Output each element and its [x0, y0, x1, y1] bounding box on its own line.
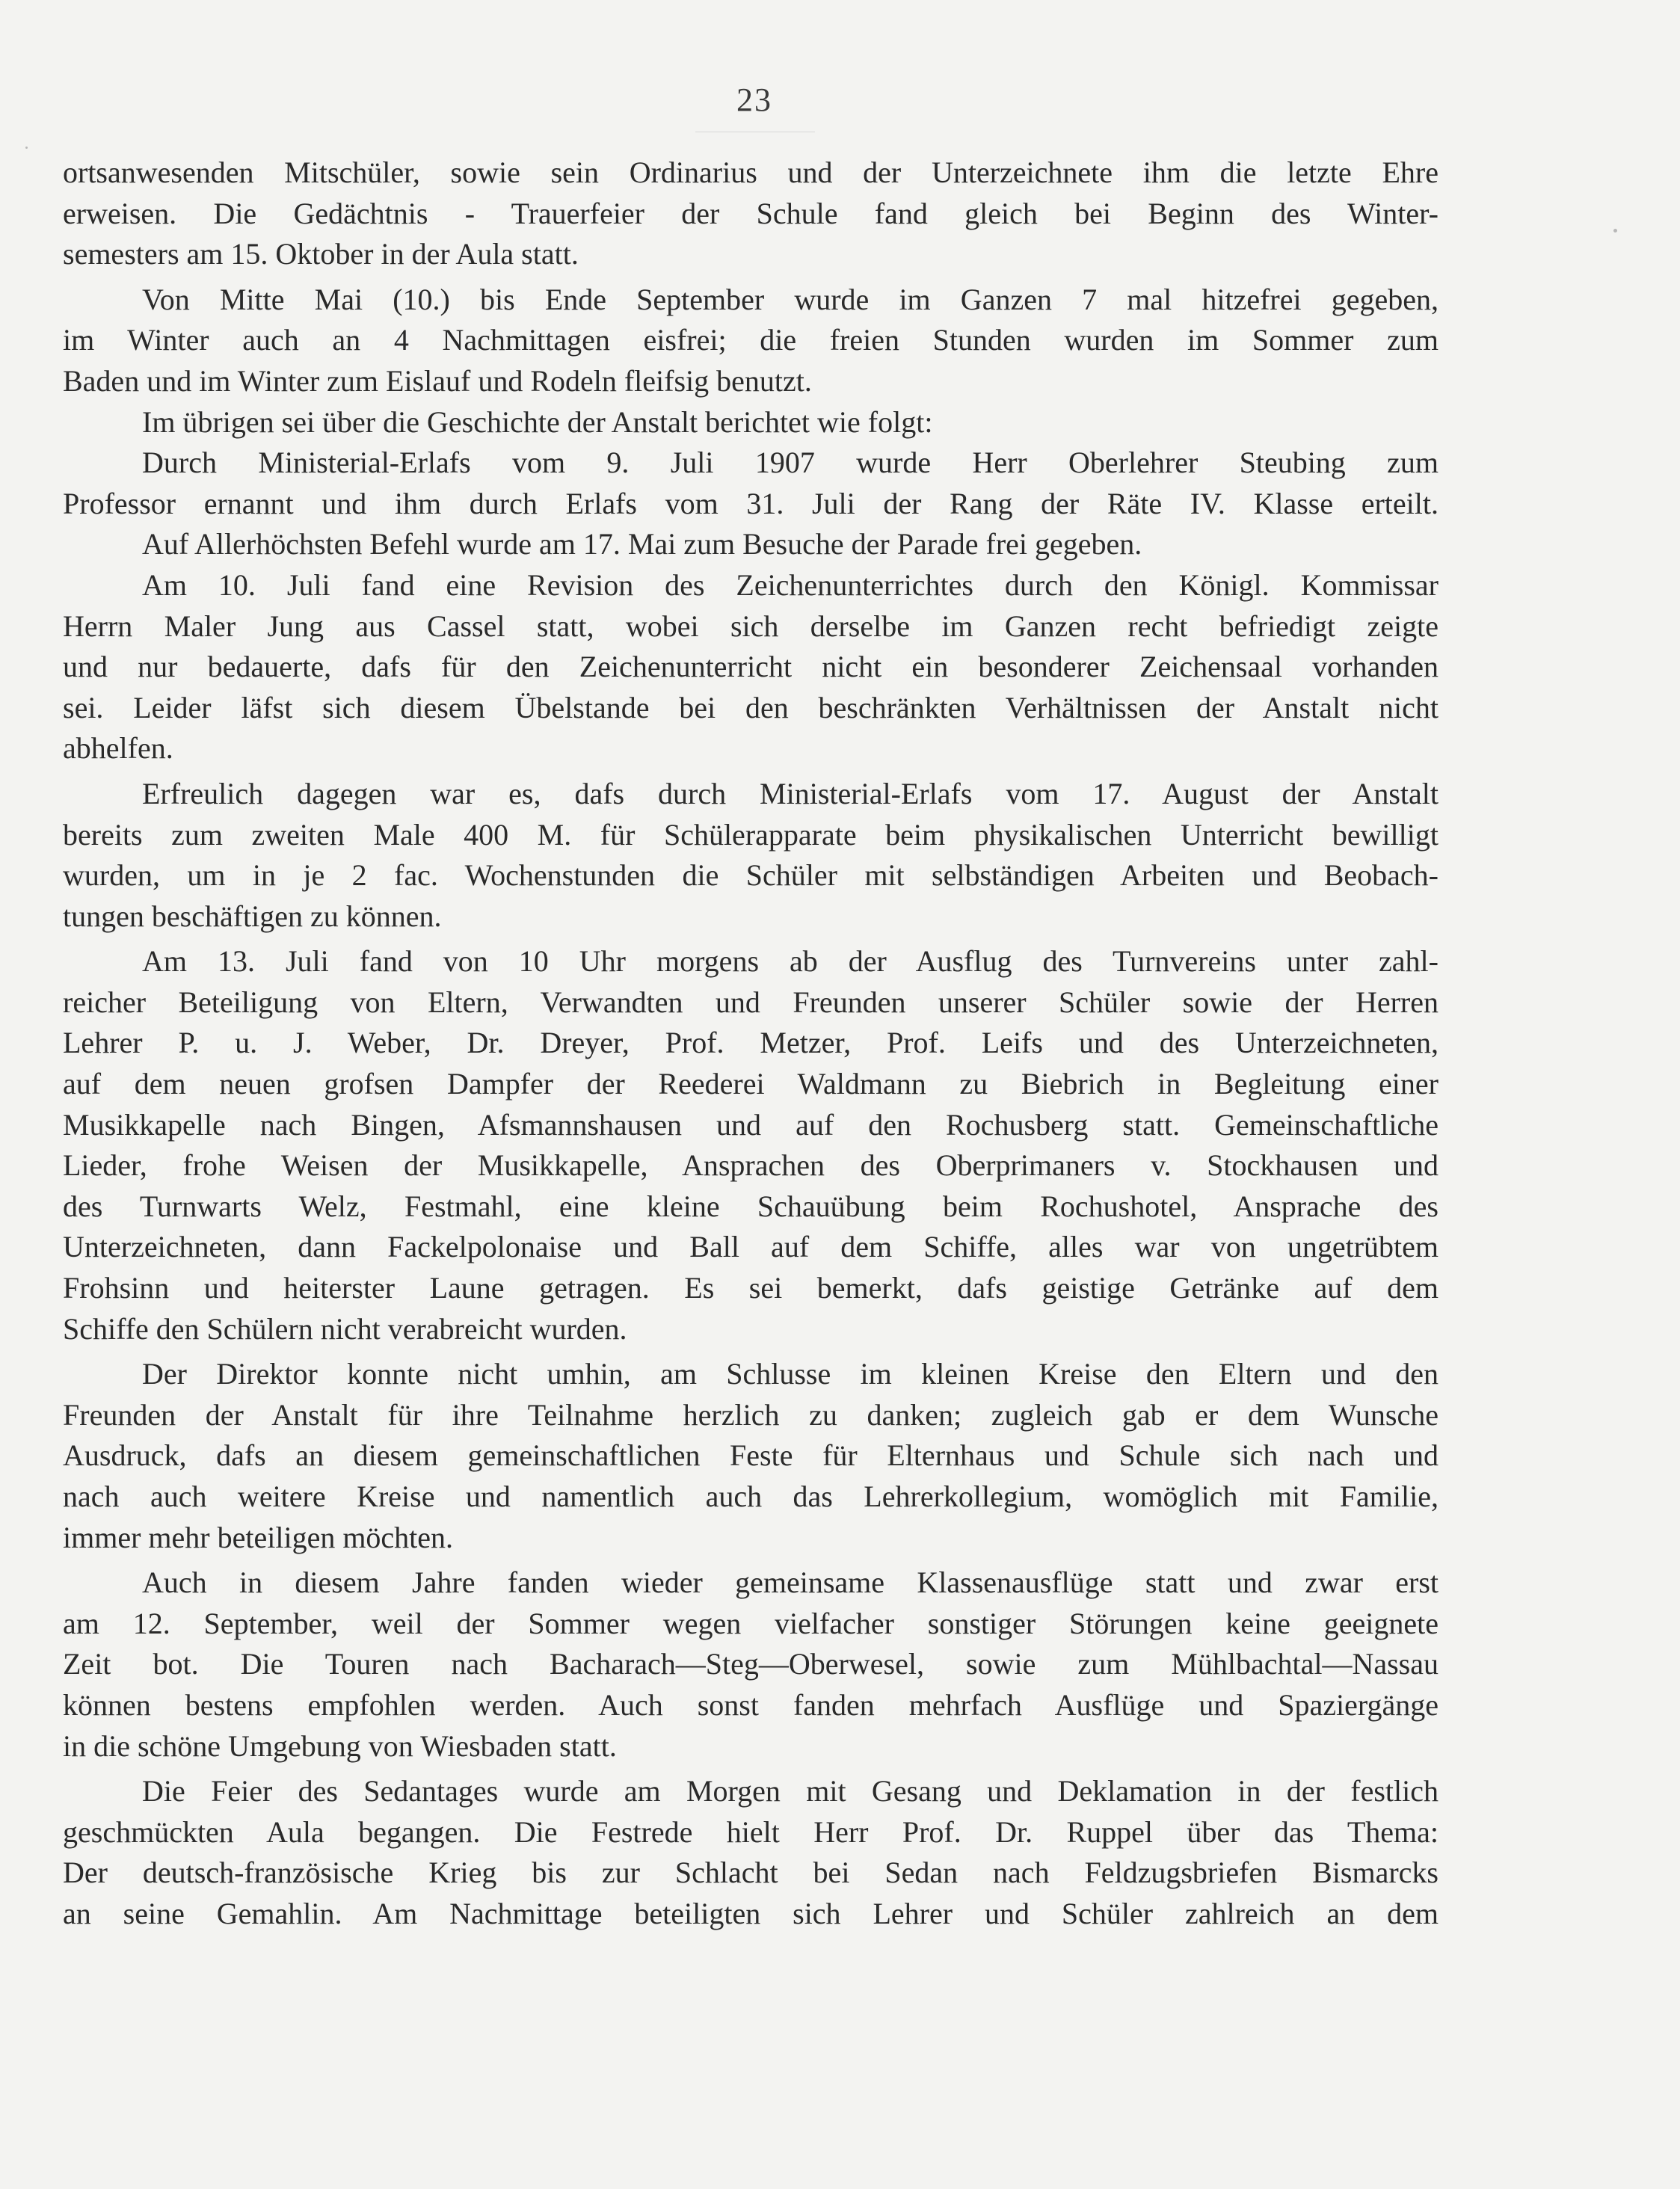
text-line: Auch in diesem Jahre fanden wieder gemeinsame Klassenausflüge statt und zwar erst [142, 1565, 1439, 1600]
text-line: Im übrigen sei über die Geschichte der Anstalt berichtet wie folgt: [142, 404, 933, 439]
paragraph-3 [63, 402, 1439, 443]
text-line: Unterzeichneten, dann Fackelpolonaise und Ball auf dem Schiffe, alles war von ungetrübtem [63, 1230, 1439, 1264]
text-line: können bestens empfohlen werden. Auch sonst fanden mehrfach Ausflüge und Spaziergänge [63, 1687, 1439, 1722]
paragraph-6 [63, 565, 1439, 769]
text-line: Zeit bot. Die Touren nach Bacharach—Steg—Oberwesel, sowie zum Mühlbachtal—Nassau [63, 1647, 1439, 1681]
paragraph-10 [63, 1563, 1439, 1767]
text-line: Lehrer P. u. J. Weber, Dr. Dreyer, Prof. Metzer, Prof. Leifs und des Unterzeichneten, [63, 1026, 1439, 1060]
text-line: nach auch weitere Kreise und namentlich auch das Lehrerkollegium, womöglich mit Familie, [63, 1480, 1439, 1513]
text-line: erweisen. Die Gedächtnis - Trauerfeier der Schule fand gleich bei Beginn des Winter- [63, 196, 1439, 230]
text-line: Ausdruck, dafs an diesem gemeinschaftlichen Feste für Elternhaus und Schule sich nach und [63, 1438, 1439, 1473]
text-line: Von Mitte Mai (10.) bis Ende September wurde im Ganzen 7 mal hitzefrei gegeben, [142, 282, 1439, 316]
text-line: Baden und im Winter zum Eislauf und Rodeln fleifsig benutzt. [63, 363, 812, 398]
text-line: und nur bedauerte, dafs für den Zeichenunterricht nicht ein besonderer Zeichensaal vorhanden [63, 650, 1439, 684]
text-line: des Turnwarts Welz, Festmahl, eine kleine Schauübung beim Rochushotel, Ansprache des [63, 1189, 1439, 1223]
text-line: bereits zum zweiten Male 400 M. für Schülerapparate beim physikalischen Unterricht bewilligt [63, 817, 1439, 852]
text-line: ortsanwesenden Mitschüler, sowie sein Ordinarius und der Unterzeichnete ihm die letzte Ehre [63, 156, 1439, 189]
text-line: Schiffe den Schülern nicht verabreicht wurden. [63, 1311, 627, 1346]
paragraph-8 [63, 941, 1439, 1349]
text-line: Herrn Maler Jung aus Cassel statt, wobei sich derselbe im Ganzen recht befriedigt zeigte [63, 609, 1439, 643]
text-line: am 12. September, weil der Sommer wegen vielfacher sonstiger Störungen keine geeignete [63, 1606, 1439, 1640]
text-line: Am 10. Juli fand eine Revision des Zeichenunterrichtes durch den Königl. Kommissar [142, 567, 1439, 602]
page-number: 23 [736, 81, 772, 118]
text-line: wurden, um in je 2 fac. Wochenstunden die Schüler mit selbständigen Arbeiten und Beobach- [63, 858, 1439, 893]
text-line: Frohsinn und heiterster Laune getragen. Es sei bemerkt, dafs geistige Getränke auf dem [63, 1271, 1439, 1305]
paragraph-4 [63, 443, 1439, 524]
text-line: Lieder, frohe Weisen der Musikkapelle, Ansprachen des Oberprimaners v. Stockhausen und [63, 1148, 1439, 1183]
text-line: Musikkapelle nach Bingen, Afsmannshausen und auf den Rochusberg statt. Gemeinschaftliche [63, 1107, 1439, 1142]
paragraph-9 [63, 1354, 1439, 1558]
text-line: Durch Ministerial-Erlafs vom 9. Juli 1907 wurde Herr Oberlehrer Steubing zum [142, 446, 1439, 480]
scan-speck [25, 147, 28, 149]
text-line: geschmückten Aula begangen. Die Festrede hielt Herr Prof. Dr. Ruppel über das Thema: [63, 1814, 1439, 1849]
text-line: Freunden der Anstalt für ihre Teilnahme herzlich zu danken; zugleich gab er dem Wunsche [63, 1397, 1439, 1432]
text-line: Der deutsch-französische Krieg bis zur Schlacht bei Sedan nach Feldzugsbriefen Bismarcks [63, 1856, 1439, 1890]
body-text [63, 153, 1439, 1935]
text-line: abhelfen. [63, 731, 173, 766]
text-line: in die schöne Umgebung von Wiesbaden statt. [63, 1728, 617, 1763]
paragraph-5 [63, 524, 1439, 565]
text-line: an seine Gemahlin. Am Nachmittage beteiligten sich Lehrer und Schüler zahlreich an dem [63, 1896, 1439, 1930]
text-line: Die Feier des Sedantages wurde am Morgen mit Gesang und Deklamation in der festlich [142, 1774, 1439, 1808]
paragraph-7 [63, 774, 1439, 937]
text-line: reicher Beteiligung von Eltern, Verwandten und Freunden unserer Schüler sowie der Herren [63, 985, 1439, 1019]
paragraph-1 [63, 153, 1439, 275]
scan-speck [1613, 229, 1617, 233]
text-line: Professor ernannt und ihm durch Erlafs vom 31. Juli der Rang der Räte IV. Klasse erteilt. [63, 486, 1439, 520]
text-line: auf dem neuen grofsen Dampfer der Reederei Waldmann zu Biebrich in Begleitung einer [63, 1067, 1439, 1101]
paragraph-2 [63, 280, 1439, 402]
text-line: semesters am 15. Oktober in der Aula statt. [63, 237, 579, 271]
paragraph-11 [63, 1771, 1439, 1934]
text-line: Am 13. Juli fand von 10 Uhr morgens ab der Ausflug des Turnvereins unter zahl- [142, 944, 1439, 979]
text-line: Auf Allerhöchsten Befehl wurde am 17. Mai zum Besuche der Parade frei gegeben. [142, 527, 1142, 561]
text-line: tungen beschäftigen zu können. [63, 899, 442, 933]
text-line: Der Direktor konnte nicht umhin, am Schlusse im kleinen Kreise den Eltern und den [142, 1357, 1439, 1391]
text-line: immer mehr beteiligen möchten. [63, 1520, 454, 1554]
text-line: Erfreulich dagegen war es, dafs durch Ministerial-Erlafs vom 17. August der Anstalt [142, 776, 1439, 810]
text-line: im Winter auch an 4 Nachmittagen eisfrei; die freien Stunden wurden im Sommer zum [63, 323, 1439, 357]
text-line: sei. Leider läfst sich diesem Übelstande bei den beschränkten Verhältnissen der Anstalt nicht [63, 690, 1439, 724]
